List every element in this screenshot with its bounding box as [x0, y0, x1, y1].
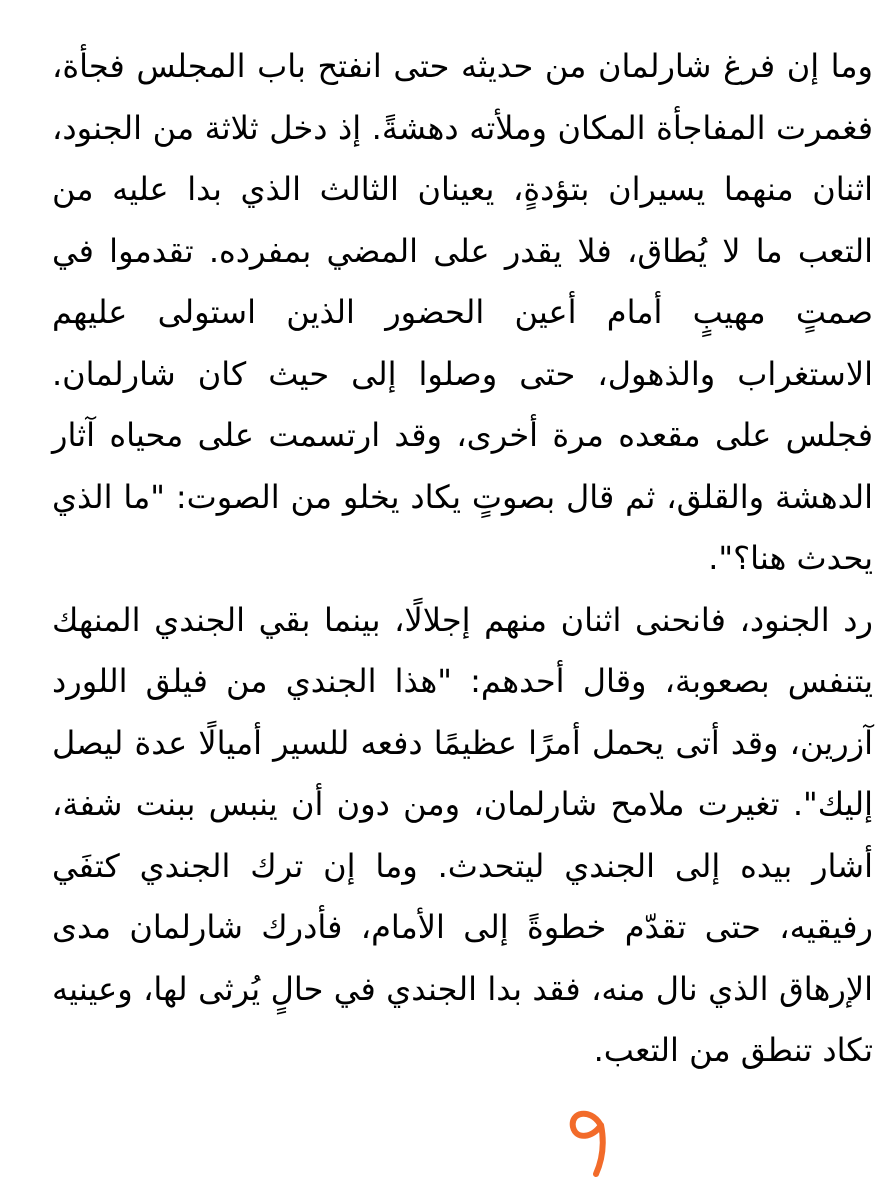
paragraph-2: رد الجنود، فانحنى اثنان منهم إجلالًا، بينما بقي الجندي المنهك يتنفس بصعوبة، وقال أحدهم: "هذا الجندي من فيلق اللورد آزرين، وقد أتى يحمل أمرًا عظيمًا دفعه للسير أميالًا عدة ليصل إليك". تغيرت ملامح شارلمان، ومن دون أن ينبس ببنت شفة، أشار بيده إلى الجندي ليتحدث. وما إن ترك الجندي كتفَي رفيقيه، حتى تقدّم خطوةً إلى الأمام، فأدرك شارلمان مدى الإرهاق الذي نال منه، فقد بدا الجندي في حالٍ يُرثى لها، وعينيه تكاد تنطق من التعب. — [52, 600, 873, 1069]
body-text — [52, 36, 873, 1082]
handwritten-page-number-nine — [560, 1098, 620, 1178]
paragraph-1: وما إن فرغ شارلمان من حديثه حتى انفتح باب المجلس فجأة، فغمرت المفاجأة المكان وملأته دهشةً. إذ دخل ثلاثة من الجنود، اثنان منهما يسيران بتؤدةٍ، يعينان الثالث الذي بدا عليه من التعب ما لا يُطاق، فلا يقدر على المضي بمفرده. تقدموا في صمتٍ مهيبٍ أمام أعين الحضور الذين استولى عليهم الاستغراب والذهول، حتى وصلوا إلى حيث كان شارلمان. فجلس على مقعده مرة أخرى، وقد ارتسمت على محياه آثار الدهشة والقلق، ثم قال بصوتٍ يكاد يخلو من الصوت: "ما الذي يحدث هنا؟". — [52, 47, 873, 577]
page-number — [560, 1098, 620, 1178]
